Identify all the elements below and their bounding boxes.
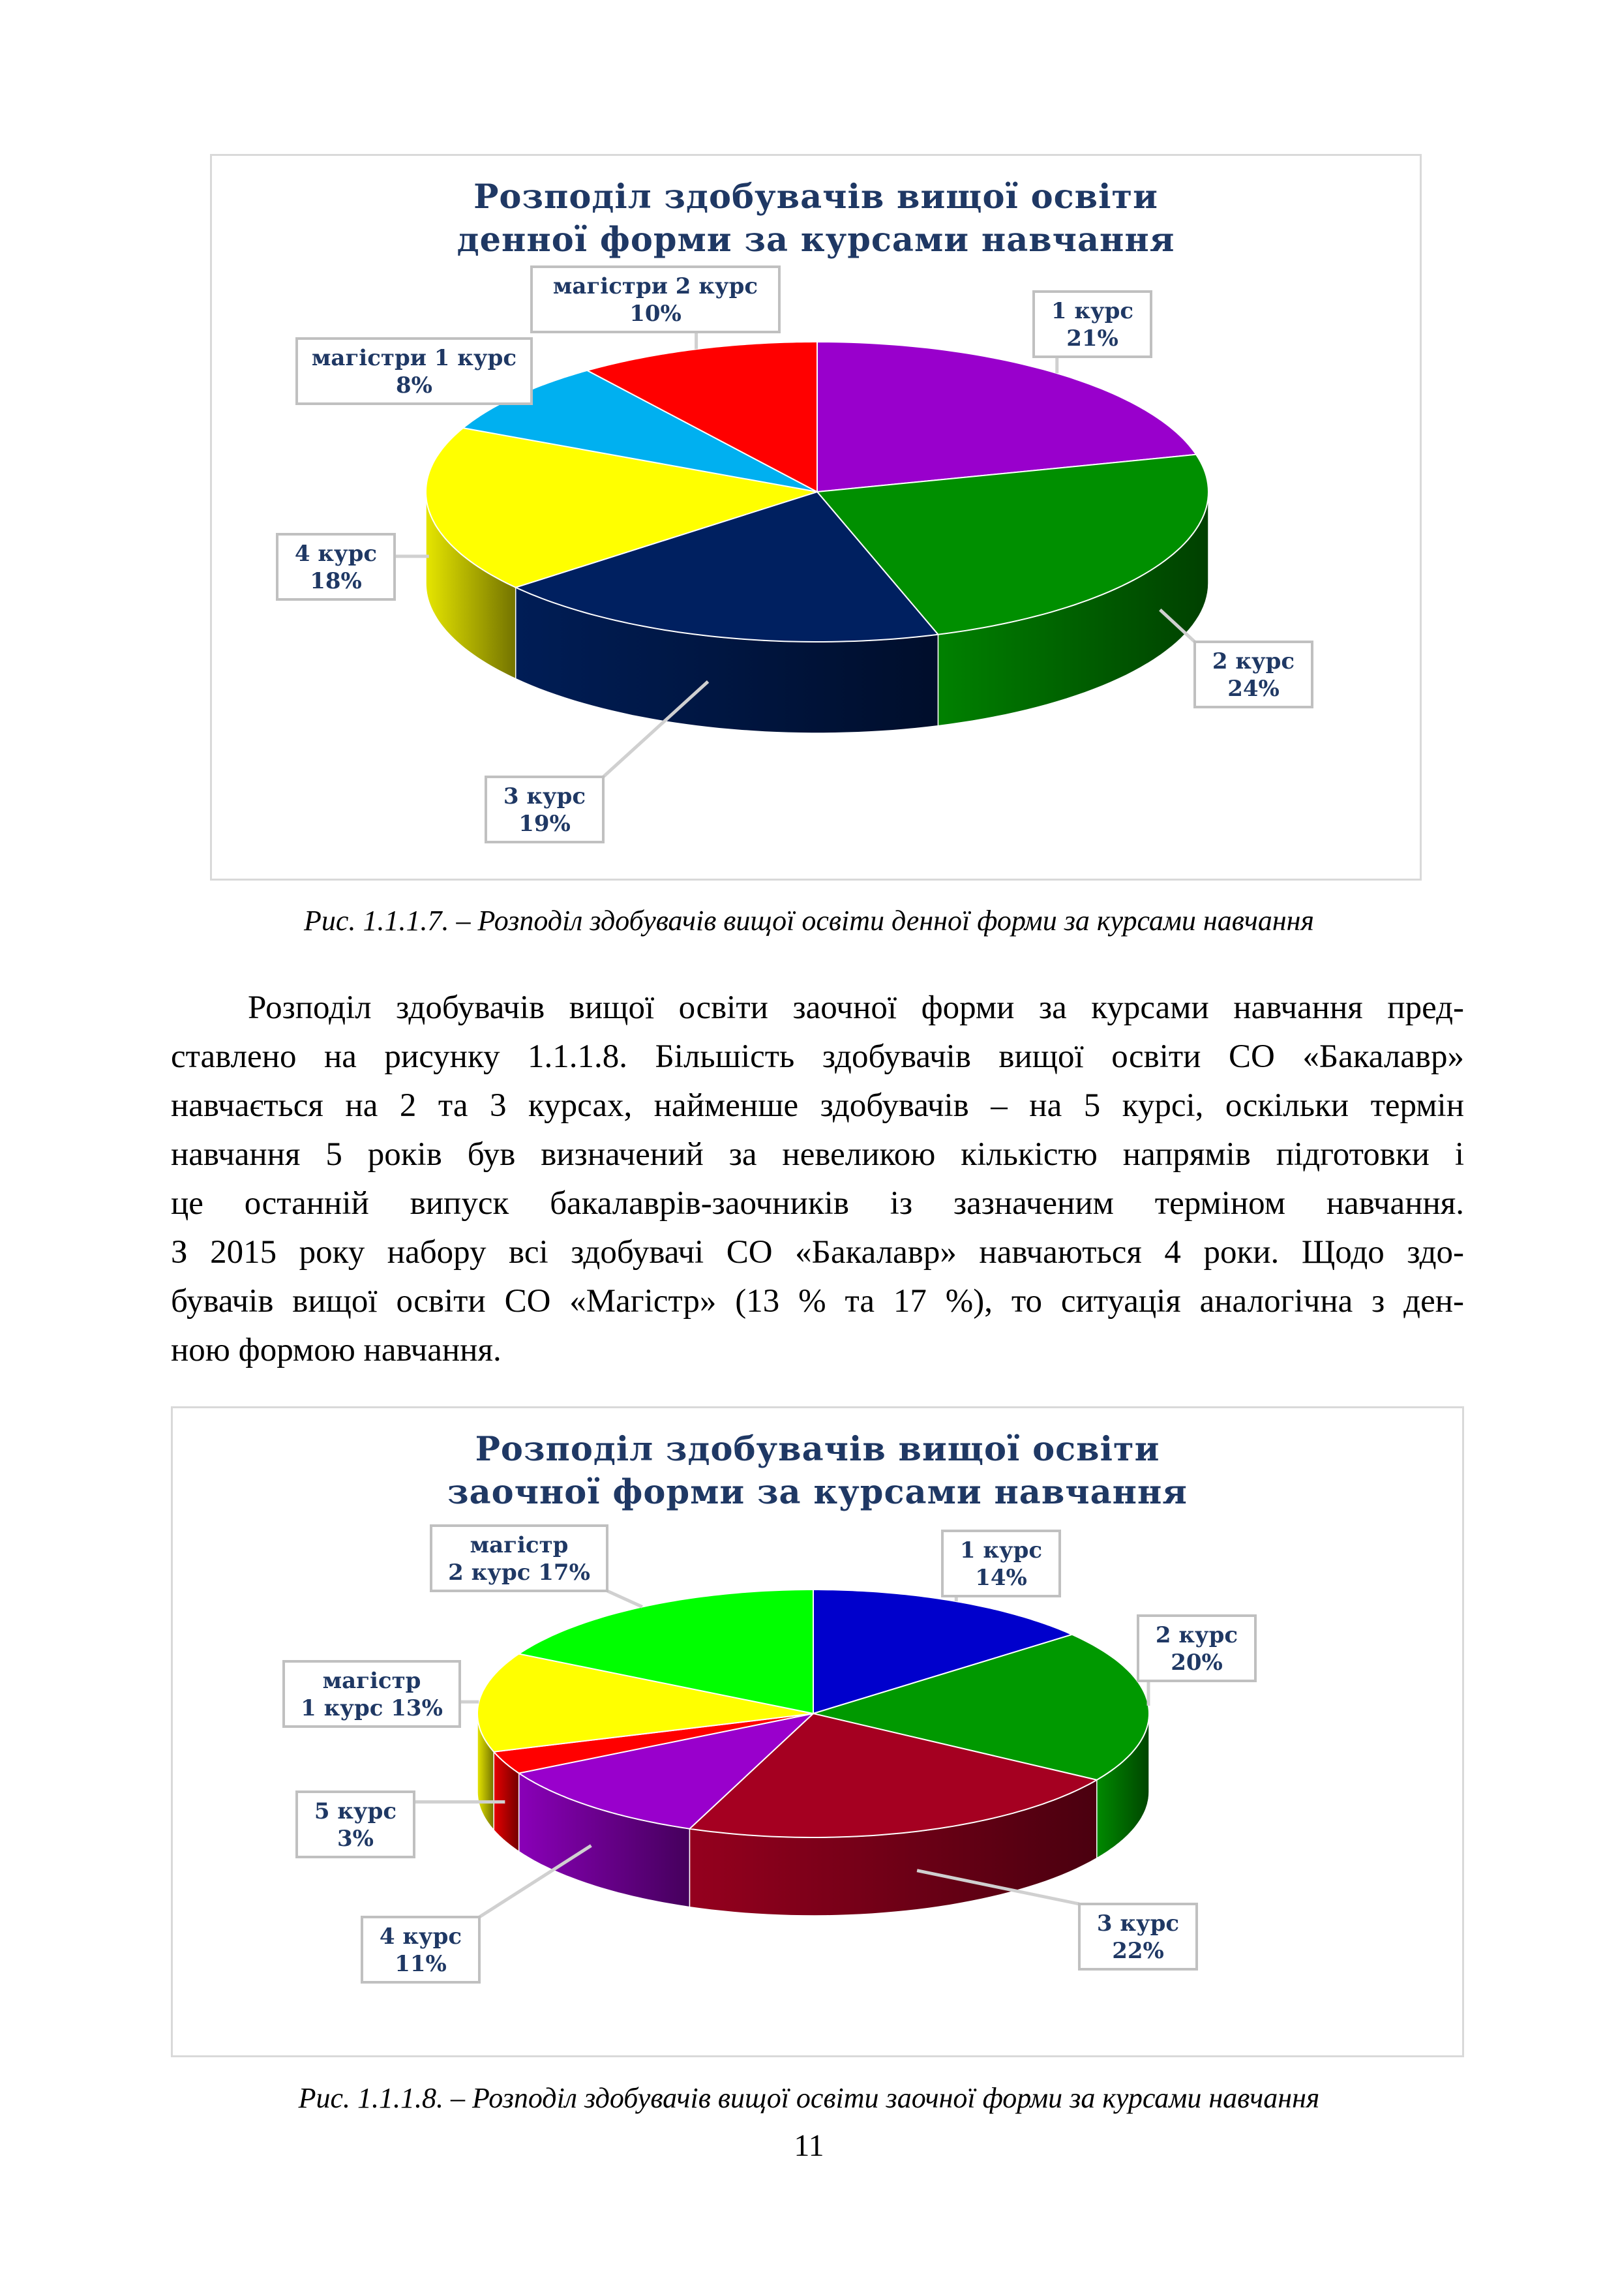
data-label: 2 курс: [1155, 1622, 1238, 1648]
page-number: 11: [794, 2128, 824, 2163]
figure-caption-day-form: Рис. 1.1.1.7. – Розподіл здобувачів вищої освіти денної форми за курсами навчання: [304, 905, 1314, 937]
paragraph-line: ставлено на рисунку 1.1.1.8. Більшість здобувачів вищої освіти СО «Бакалавр»: [171, 1038, 1464, 1075]
paragraph-line: З 2015 року набору всі здобувачі СО «Бакалавр» навчаються 4 роки. Щодо здо-: [171, 1234, 1464, 1271]
chart-frame-day-form: [210, 154, 1422, 881]
data-label: 1 курс: [1051, 298, 1134, 324]
data-label: 2 курс: [1212, 648, 1295, 674]
paragraph-line: це останній випуск бакалаврів-заочників із зазначеним терміном навчання.: [171, 1185, 1464, 1222]
chart-title-line-1: Розподіл здобувачів вищої освіти: [473, 177, 1158, 217]
data-label: 4 курс: [294, 541, 378, 567]
chart-title-line-1: Розподіл здобувачів вищої освіти: [475, 1430, 1160, 1469]
data-label: 24%: [1227, 676, 1280, 702]
leader-line: [607, 1591, 642, 1607]
body-paragraph: [171, 984, 1464, 1375]
data-label: 5 курс: [314, 1798, 397, 1824]
data-label: магістр: [322, 1668, 421, 1694]
paragraph-line: навчається на 2 та 3 курсах, найменше здобувачів – на 5 курсі, оскільки термін: [171, 1087, 1464, 1124]
paragraph-line: бувачів вищої освіти СО «Магістр» (13 % та 17 %), то ситуація аналогічна з ден-: [171, 1283, 1464, 1320]
data-label: 11%: [395, 1951, 447, 1977]
data-label: 14%: [975, 1565, 1027, 1591]
data-label: 3 курс: [503, 783, 586, 809]
data-label: 1 курс 13%: [301, 1695, 443, 1721]
pie-chart-part-time-form: [173, 1408, 1462, 2055]
data-label: магістри 1 курс: [311, 345, 517, 371]
data-label: 2 курс 17%: [448, 1560, 590, 1586]
data-label: 22%: [1112, 1938, 1164, 1964]
pie-chart-day-form: [212, 156, 1420, 879]
data-label: 18%: [310, 568, 362, 594]
data-label: 3 курс: [1096, 1911, 1180, 1937]
data-label: 1 курс: [959, 1537, 1043, 1563]
paragraph-line: навчання 5 років був визначений за невеликою кількістю напрямів підготовки і: [171, 1136, 1464, 1173]
data-label: магістри 2 курс: [552, 273, 758, 299]
chart-title-line-2: денної форми за курсами навчання: [457, 220, 1175, 260]
data-label: 20%: [1171, 1650, 1223, 1676]
figure-caption-part-time-form: Рис. 1.1.1.8. – Розподіл здобувачів вищої освіти заочної форми за курсами навчання: [298, 2082, 1320, 2114]
data-label: магістр: [470, 1532, 569, 1558]
data-label: 19%: [518, 811, 571, 837]
data-label: 8%: [396, 372, 432, 399]
chart-frame-part-time-form: [171, 1406, 1464, 2057]
data-label: 21%: [1066, 325, 1118, 352]
data-label: 10%: [629, 301, 682, 327]
chart-title-line-2: заочної форми за курсами навчання: [447, 1473, 1188, 1512]
paragraph-line: Розподіл здобувачів вищої освіти заочної форми за курсами навчання пред-: [248, 989, 1464, 1026]
data-label: 4 курс: [379, 1924, 462, 1950]
data-label: 3%: [337, 1826, 374, 1852]
paragraph-line: ною формою навчання.: [171, 1332, 502, 1368]
